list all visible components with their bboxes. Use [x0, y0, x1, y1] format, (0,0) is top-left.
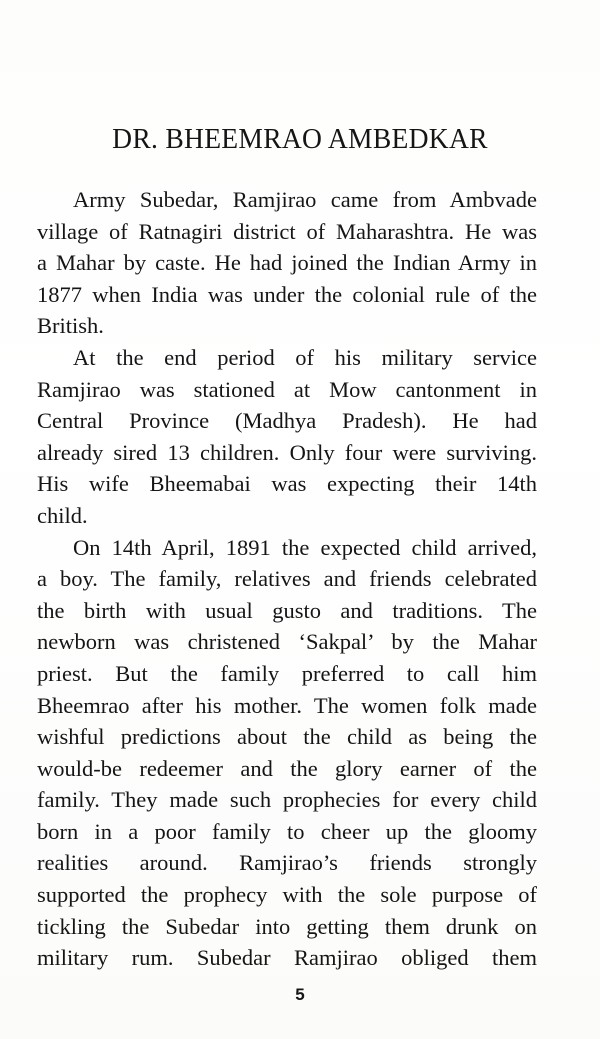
text-line: Bheemrao after his mother. The women folk made: [37, 692, 537, 718]
paragraph-2: [37, 342, 537, 532]
text-line: Ramjirao was stationed at Mow cantonment in: [37, 376, 537, 402]
text-line: village of Ratnagiri district of Maharashtra. He was: [37, 218, 537, 244]
paragraph-3: [37, 532, 537, 974]
text-line: family. They made such prophecies for every child: [37, 787, 537, 813]
text-line: His wife Bheemabai was expecting their 14th: [37, 471, 537, 497]
chapter-title: DR. BHEEMRAO AMBEDKAR: [112, 123, 488, 155]
text-line: At the end period of his military service: [73, 344, 537, 370]
paragraph-1: [37, 184, 537, 342]
text-line: On 14th April, 1891 the expected child arrived,: [73, 534, 537, 560]
text-line: wishful predictions about the child as being the: [37, 724, 537, 750]
text-line: British.: [37, 313, 104, 339]
text-line: would-be redeemer and the glory earner of the: [37, 755, 537, 781]
text-line: priest. But the family preferred to call him: [37, 660, 537, 686]
text-line: newborn was christened ‘Sakpal’ by the Mahar: [37, 629, 537, 655]
text-line: born in a poor family to cheer up the gloomy: [37, 818, 537, 844]
text-line: Central Province (Madhya Pradesh). He had: [37, 408, 537, 434]
text-line: Army Subedar, Ramjirao came from Ambvade: [73, 187, 537, 212]
body-text: [37, 184, 537, 974]
text-line: 1877 when India was under the colonial rule of the: [37, 281, 537, 307]
text-line: already sired 13 children. Only four were surviving.: [37, 439, 537, 465]
text-line: a boy. The family, relatives and friends celebrated: [37, 566, 537, 592]
text-line: realities around. Ramjirao’s friends strongly: [37, 850, 537, 876]
text-line: military rum. Subedar Ramjirao obliged them: [37, 945, 537, 971]
text-line: a Mahar by caste. He had joined the Indian Army in: [37, 250, 537, 276]
page-number: 5: [295, 985, 305, 1004]
text-line: tickling the Subedar into getting them drunk on: [37, 913, 537, 939]
text-line: child.: [37, 502, 88, 528]
text-line: the birth with usual gusto and traditions. The: [37, 597, 537, 623]
text-line: supported the prophecy with the sole purpose of: [37, 882, 537, 908]
